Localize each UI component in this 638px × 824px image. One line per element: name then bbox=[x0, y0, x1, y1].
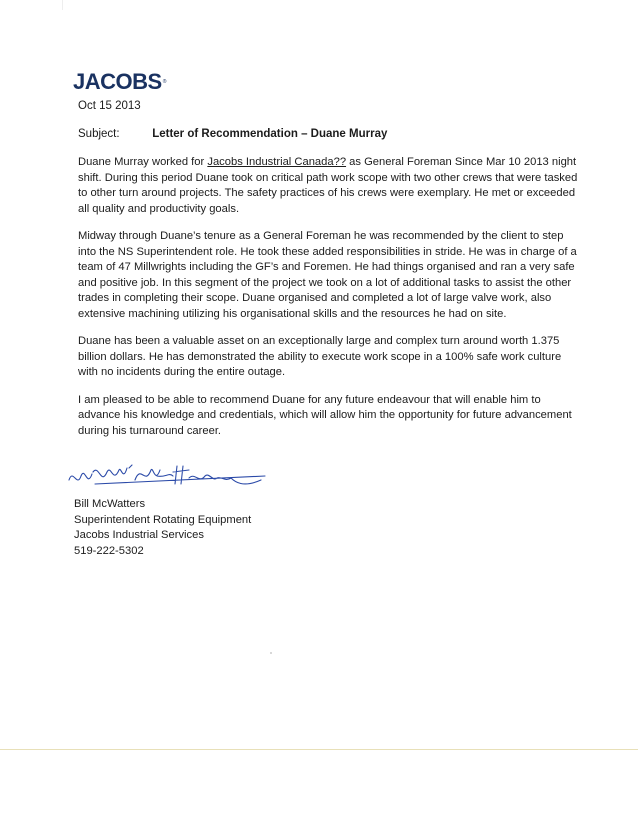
company-link: Jacobs Industrial Canada?? bbox=[207, 156, 347, 168]
paragraph-4: I am pleased to be able to recommend Duane for any future endeavour that will enable him to advance his knowledge and credentials, which will allow him the opportunity for future advancement during his turnaround career. bbox=[78, 393, 572, 437]
letter-body bbox=[78, 155, 578, 451]
signature-block bbox=[74, 497, 251, 559]
handwritten-signature bbox=[65, 458, 275, 498]
letter-date: Oct 15 2013 bbox=[78, 100, 141, 112]
signer-phone: 519-222-5302 bbox=[74, 544, 144, 557]
jacobs-logo bbox=[73, 71, 166, 93]
subject-line bbox=[78, 128, 387, 140]
paragraph-3: Duane has been a valuable asset on an exceptionally large and complex turn around worth 1.375 billion dollars. He has demonstrated the ability to execute work scope in a 100% safe work culture with no incidents during the entire outage. bbox=[78, 335, 562, 378]
paragraph-1-start: Duane Murray worked for bbox=[78, 156, 208, 168]
signer-title: Superintendent Rotating Equipment bbox=[74, 513, 252, 526]
registered-mark: ® bbox=[162, 79, 166, 85]
signer-name: Bill McWatters bbox=[74, 498, 146, 510]
scan-speck bbox=[270, 652, 272, 654]
paragraph-2: Midway through Duane’s tenure as a General Foreman he was recommended by the client to step into the NS Superintendent role. He took these added responsibilities in stride. He was in charge of a team of 47 Millwrights including the GF’s and Foremen. He had things organised and ran a very safe and positive job. In this segment of the project we took on a lot of additional tasks to assist the other trades in completing their scope. Duane organised and completed a lot of large valve work, also extensive machining utilizing his organisational skills and the resources he had on site. bbox=[78, 230, 577, 320]
footer-divider bbox=[0, 749, 638, 750]
signer-company: Jacobs Industrial Services bbox=[74, 529, 204, 541]
logo-text: JACOBS bbox=[73, 69, 162, 94]
scan-edge-mark bbox=[62, 0, 63, 10]
paragraph-1 bbox=[78, 155, 578, 217]
subject-text: Letter of Recommendation – Duane Murray bbox=[152, 128, 388, 140]
paragraph-1-rest: as General Foreman Since Mar 10 2013 night shift. During this period Duane took on critical path work scope with two other crews that were tasked to other turn around projects. The safety practices of his crews were exemplary. He met or exceeded all quality and productivity goals. bbox=[78, 156, 578, 215]
subject-label: Subject: bbox=[78, 128, 120, 140]
